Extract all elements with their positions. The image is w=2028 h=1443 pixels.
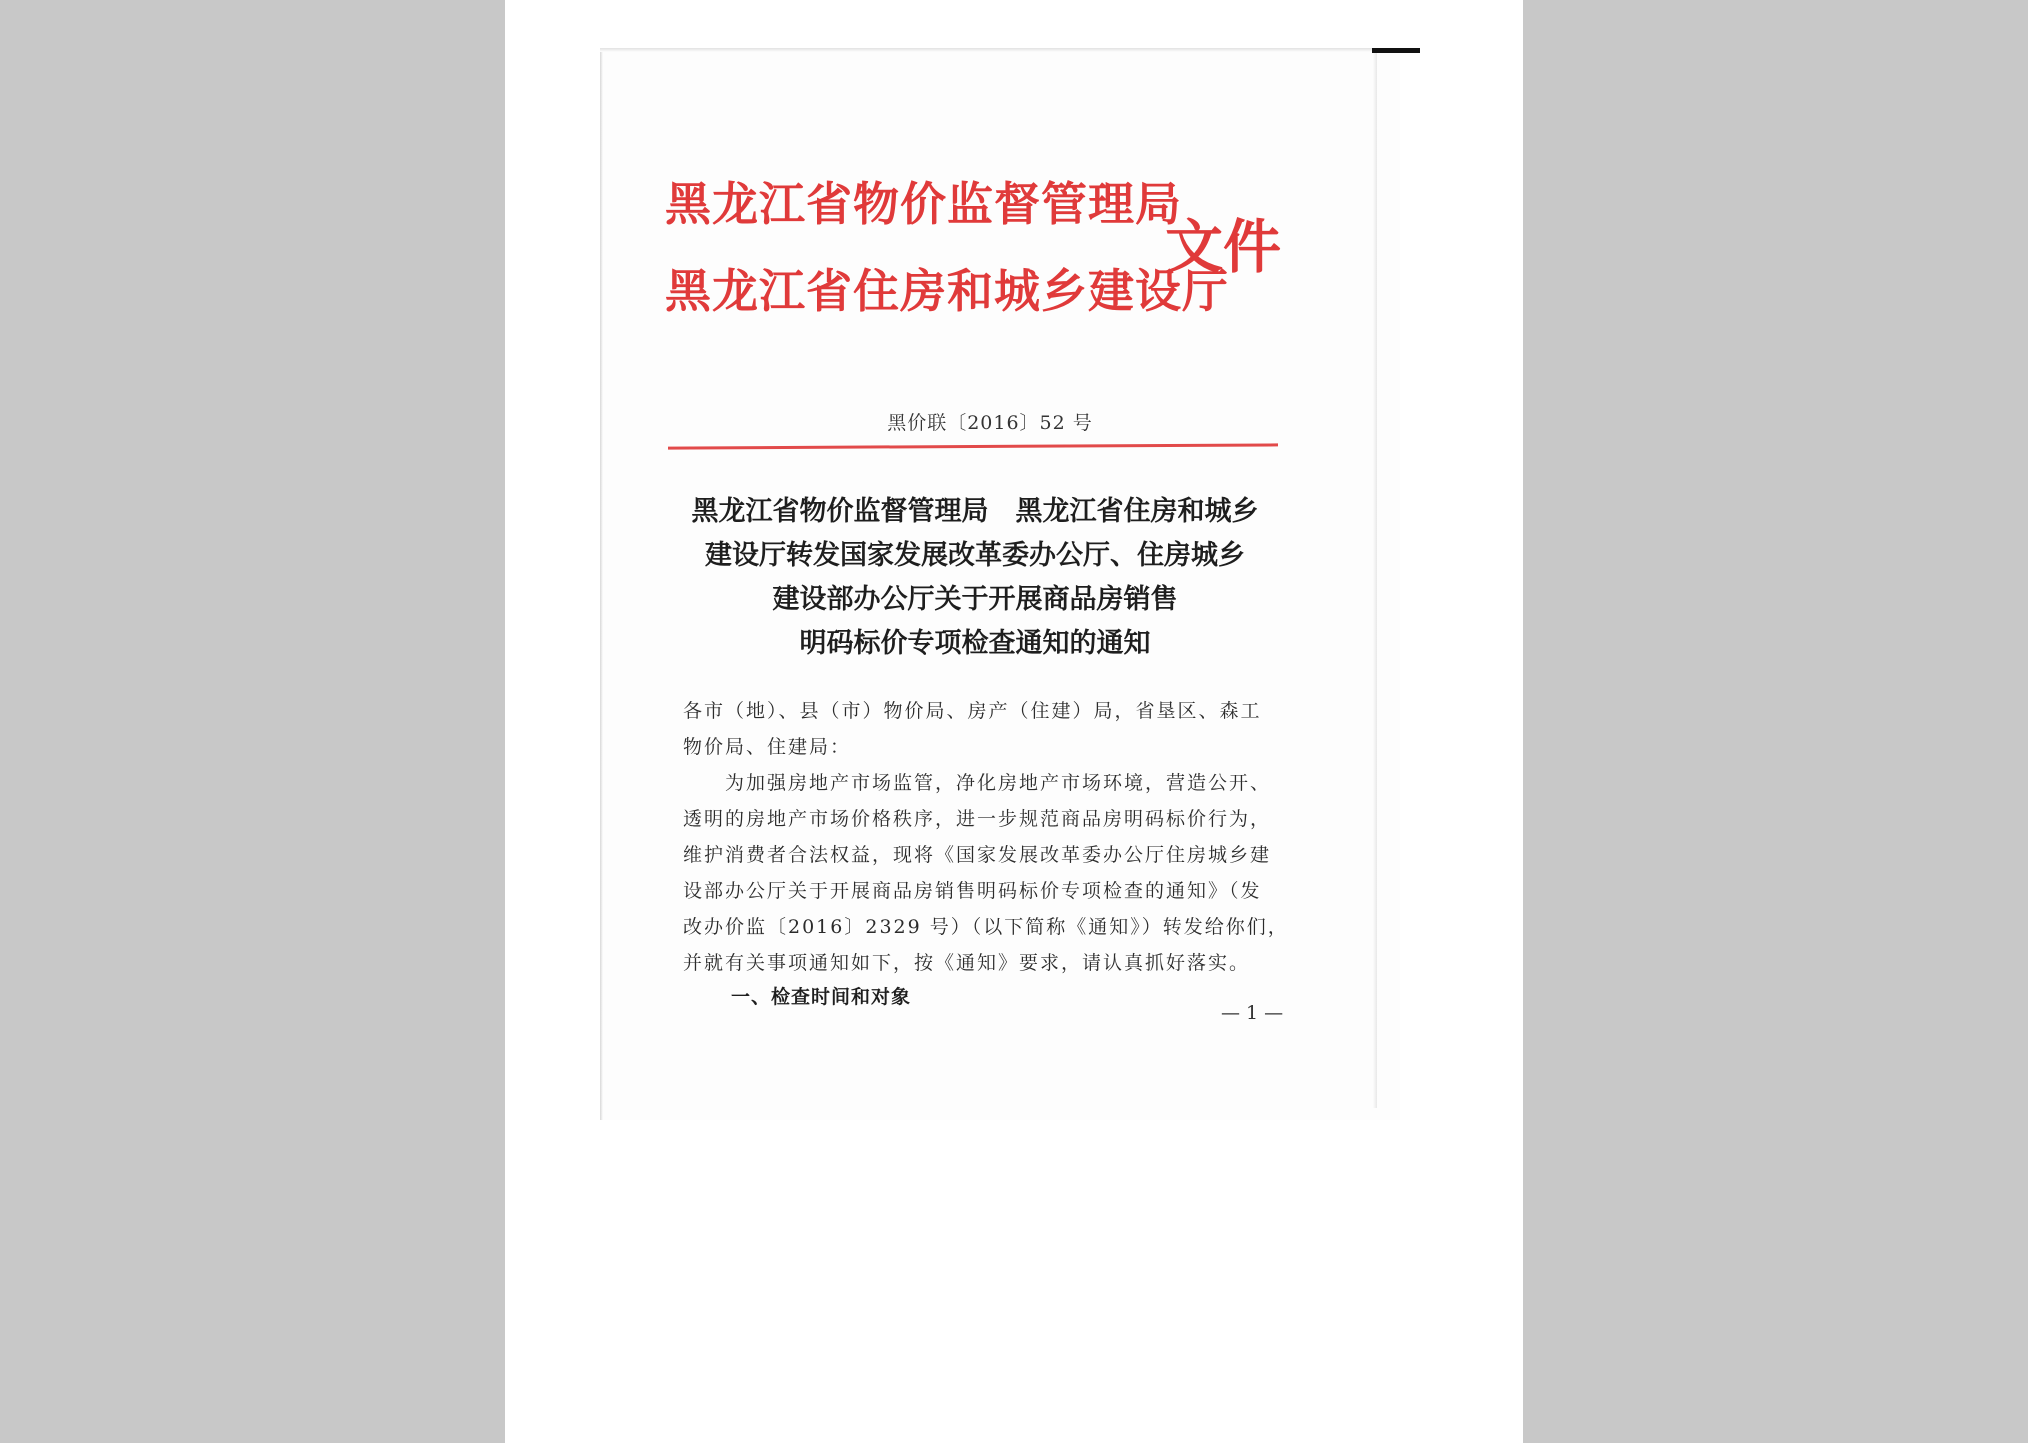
title-line-2: 建设厅转发国家发展改革委办公厅、住房城乡 — [705, 540, 1245, 571]
issuer-line-1: 黑龙江省物价监督管理局 — [665, 177, 1182, 231]
body-line-4: 透明的房地产市场价格秩序，进一步规范商品房明码标价行为， — [683, 808, 1272, 830]
document-number: 黑价联〔2016〕52 号 — [887, 412, 1093, 434]
title-line-1: 黑龙江省物价监督管理局 黑龙江省住房和城乡 — [691, 496, 1259, 527]
body-line-8: 并就有关事项通知如下，按《通知》要求，请认真抓好落实。 — [683, 952, 1251, 974]
document-page — [505, 0, 1523, 1443]
section-heading: 一、检查时间和对象 — [731, 986, 912, 1008]
document-title — [655, 490, 1295, 666]
body-line-5: 维护消费者合法权益，现将《国家发展改革委办公厅住房城乡建 — [683, 844, 1272, 866]
title-line-3: 建设部办公厅关于开展商品房销售 — [772, 584, 1178, 615]
scan-shadow-left — [600, 48, 603, 1120]
document-type-label: 文件 — [1165, 213, 1282, 281]
body-line-1: 各市（地）、县（市）物价局、房产（住建）局，省垦区、森工 — [683, 700, 1262, 722]
issuer-line-2: 黑龙江省住房和城乡建设厅 — [665, 264, 1229, 318]
body-line-7: 改办价监〔2016〕2329 号）（以下简称《通知》）转发给你们， — [683, 916, 1289, 938]
title-line-4: 明码标价专项检查通知的通知 — [799, 628, 1151, 659]
scan-shadow-right — [1373, 48, 1377, 1108]
body-line-2: 物价局、住建局： — [683, 736, 852, 758]
body-line-6: 设部办公厅关于开展商品房销售明码标价专项检查的通知》（发 — [683, 880, 1262, 902]
page-number: — 1 — — [1221, 1002, 1284, 1024]
scan-shadow-top — [600, 48, 1380, 52]
scan-corner-mark — [1372, 48, 1420, 53]
body-line-3: 为加强房地产市场监管，净化房地产市场环境，营造公开、 — [683, 772, 1272, 794]
